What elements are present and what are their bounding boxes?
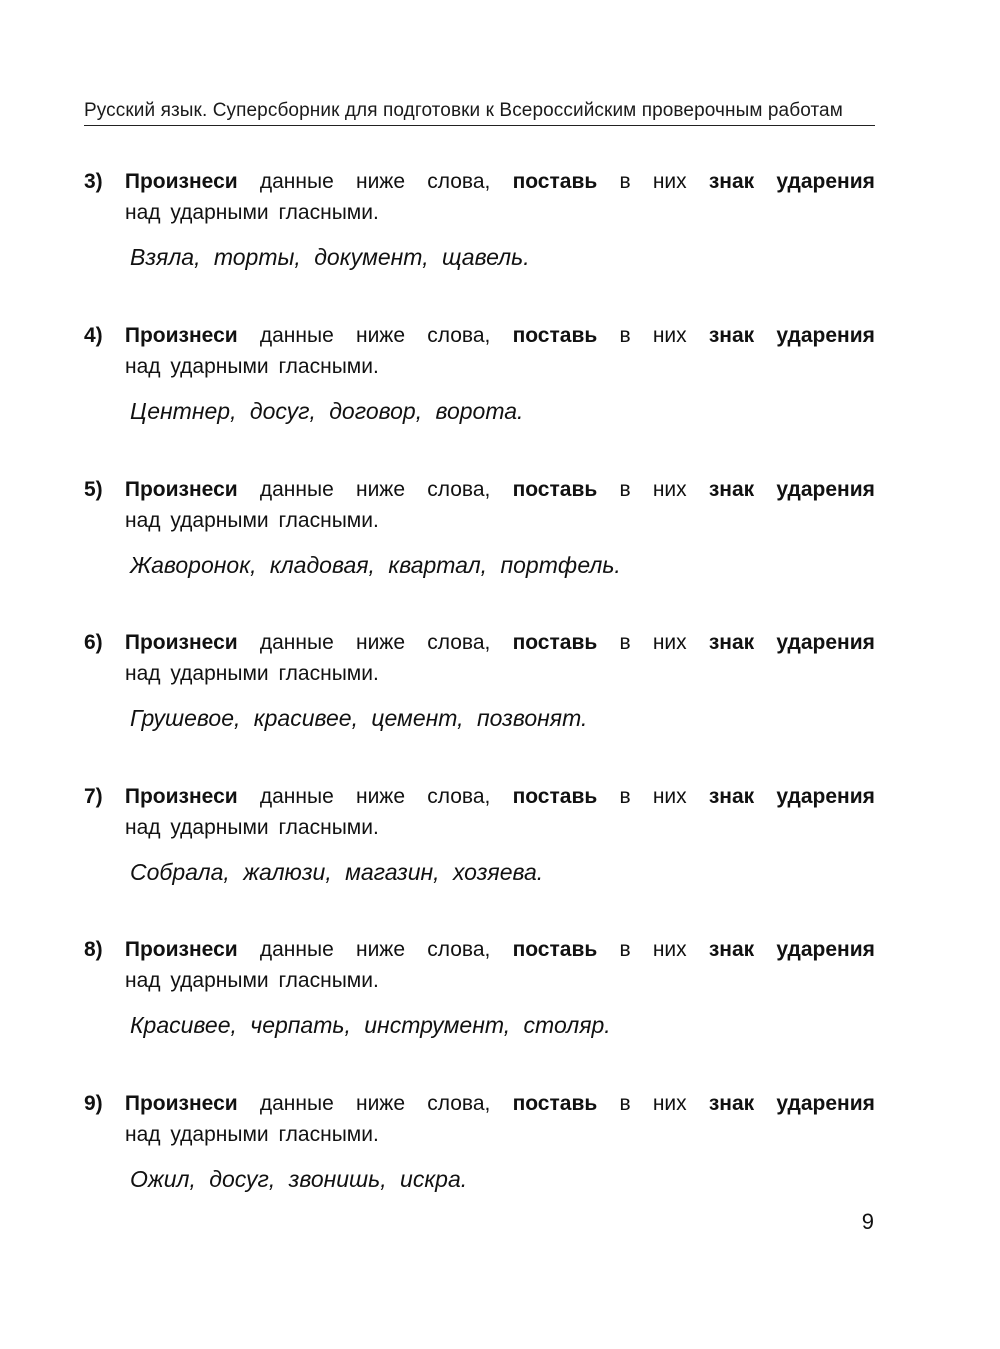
task-instruction-continuation: над ударными гласными. xyxy=(125,201,379,224)
instruction-word: слова, xyxy=(427,938,491,961)
task-item xyxy=(84,476,875,580)
task-instruction-continuation: над ударными гласными. xyxy=(125,1123,379,1146)
instruction-word: в xyxy=(619,170,631,193)
task-number: 9) xyxy=(84,1092,103,1115)
task-word-list: Взяла, торты, документ, щавель. xyxy=(130,244,530,270)
instruction-word: них xyxy=(652,938,687,961)
task-instruction-line xyxy=(84,783,875,811)
instruction-word: данные xyxy=(259,631,334,654)
instruction-word: слова, xyxy=(427,170,491,193)
instruction-term: ударения xyxy=(776,1092,875,1115)
task-number: 3) xyxy=(84,170,103,193)
instruction-term: знак xyxy=(708,631,755,654)
instruction-verb: поставь xyxy=(512,938,598,961)
instruction-verb: поставь xyxy=(512,785,598,808)
instruction-word: данные xyxy=(259,170,334,193)
instruction-verb: поставь xyxy=(512,324,598,347)
instruction-word: слова, xyxy=(427,1092,491,1115)
instruction-word: данные xyxy=(259,324,334,347)
instruction-word: ниже xyxy=(355,938,406,961)
task-item xyxy=(84,936,875,1040)
instruction-word: ниже xyxy=(355,170,406,193)
task-instruction-continuation: над ударными гласными. xyxy=(125,509,379,532)
instruction-word: них xyxy=(652,170,687,193)
instruction-term: ударения xyxy=(776,785,875,808)
instruction-word: в xyxy=(619,938,631,961)
task-instruction-line xyxy=(84,168,875,196)
instruction-word: данные xyxy=(259,1092,334,1115)
task-word-list: Ожил, досуг, звонишь, искра. xyxy=(130,1166,468,1192)
task-item xyxy=(84,1090,875,1194)
task-word-list: Жаворонок, кладовая, квартал, портфель. xyxy=(130,552,621,578)
instruction-word: слова, xyxy=(427,631,491,654)
header-rule xyxy=(84,125,875,126)
task-number: 4) xyxy=(84,324,103,347)
instruction-word: ниже xyxy=(355,478,406,501)
instruction-term: знак xyxy=(708,938,755,961)
task-word-list: Собрала, жалюзи, магазин, хозяева. xyxy=(130,859,544,885)
instruction-term: знак xyxy=(708,478,755,501)
task-item xyxy=(84,168,875,272)
instruction-verb: Произнеси xyxy=(124,631,238,654)
instruction-term: знак xyxy=(708,785,755,808)
instruction-verb: Произнеси xyxy=(124,170,238,193)
task-number: 8) xyxy=(84,938,103,961)
task-item xyxy=(84,322,875,426)
instruction-word: ниже xyxy=(355,785,406,808)
task-instruction-line xyxy=(84,629,875,657)
instruction-word: ниже xyxy=(355,631,406,654)
instruction-verb: поставь xyxy=(512,170,598,193)
instruction-word: данные xyxy=(259,478,334,501)
instruction-word: слова, xyxy=(427,785,491,808)
instruction-term: ударения xyxy=(776,170,875,193)
instruction-verb: Произнеси xyxy=(124,324,238,347)
instruction-word: них xyxy=(652,478,687,501)
instruction-word: слова, xyxy=(427,478,491,501)
task-instruction-line xyxy=(84,1090,875,1118)
task-instruction-line xyxy=(84,322,875,350)
task-number: 6) xyxy=(84,631,103,654)
instruction-verb: Произнеси xyxy=(124,785,238,808)
task-instruction-continuation: над ударными гласными. xyxy=(125,969,379,992)
instruction-word: них xyxy=(652,631,687,654)
instruction-word: в xyxy=(619,1092,631,1115)
running-header: Русский язык. Суперсборник для подготовки к Всероссийским проверочным работам xyxy=(84,100,843,121)
instruction-word: данные xyxy=(259,785,334,808)
instruction-verb: Произнеси xyxy=(124,1092,238,1115)
instruction-verb: поставь xyxy=(512,478,598,501)
task-number: 7) xyxy=(84,785,103,808)
instruction-term: знак xyxy=(708,170,755,193)
instruction-verb: Произнеси xyxy=(124,478,238,501)
task-instruction-continuation: над ударными гласными. xyxy=(125,662,379,685)
instruction-word: них xyxy=(652,785,687,808)
instruction-word: в xyxy=(619,324,631,347)
task-item xyxy=(84,783,875,887)
instruction-word: них xyxy=(652,1092,687,1115)
task-word-list: Грушевое, красивее, цемент, позвонят. xyxy=(130,705,588,731)
instruction-word: в xyxy=(619,785,631,808)
instruction-word: них xyxy=(652,324,687,347)
instruction-term: ударения xyxy=(776,478,875,501)
page-number: 9 xyxy=(861,1209,874,1234)
instruction-word: в xyxy=(619,631,631,654)
instruction-word: ниже xyxy=(355,1092,406,1115)
task-number: 5) xyxy=(84,478,103,501)
instruction-term: ударения xyxy=(776,324,875,347)
instruction-word: ниже xyxy=(355,324,406,347)
task-word-list: Центнер, досуг, договор, ворота. xyxy=(130,398,524,424)
instruction-term: ударения xyxy=(776,938,875,961)
instruction-term: ударения xyxy=(776,631,875,654)
instruction-term: знак xyxy=(708,1092,755,1115)
task-instruction-continuation: над ударными гласными. xyxy=(125,816,379,839)
task-instruction-line xyxy=(84,936,875,964)
task-instruction-continuation: над ударными гласными. xyxy=(125,355,379,378)
instruction-word: слова, xyxy=(427,324,491,347)
instruction-term: знак xyxy=(708,324,755,347)
instruction-verb: Произнеси xyxy=(124,938,238,961)
instruction-word: данные xyxy=(259,938,334,961)
instruction-word: в xyxy=(619,478,631,501)
instruction-verb: поставь xyxy=(512,631,598,654)
instruction-verb: поставь xyxy=(512,1092,598,1115)
task-word-list: Красивее, черпать, инструмент, столяр. xyxy=(130,1012,611,1038)
task-item xyxy=(84,629,875,733)
task-instruction-line xyxy=(84,476,875,504)
